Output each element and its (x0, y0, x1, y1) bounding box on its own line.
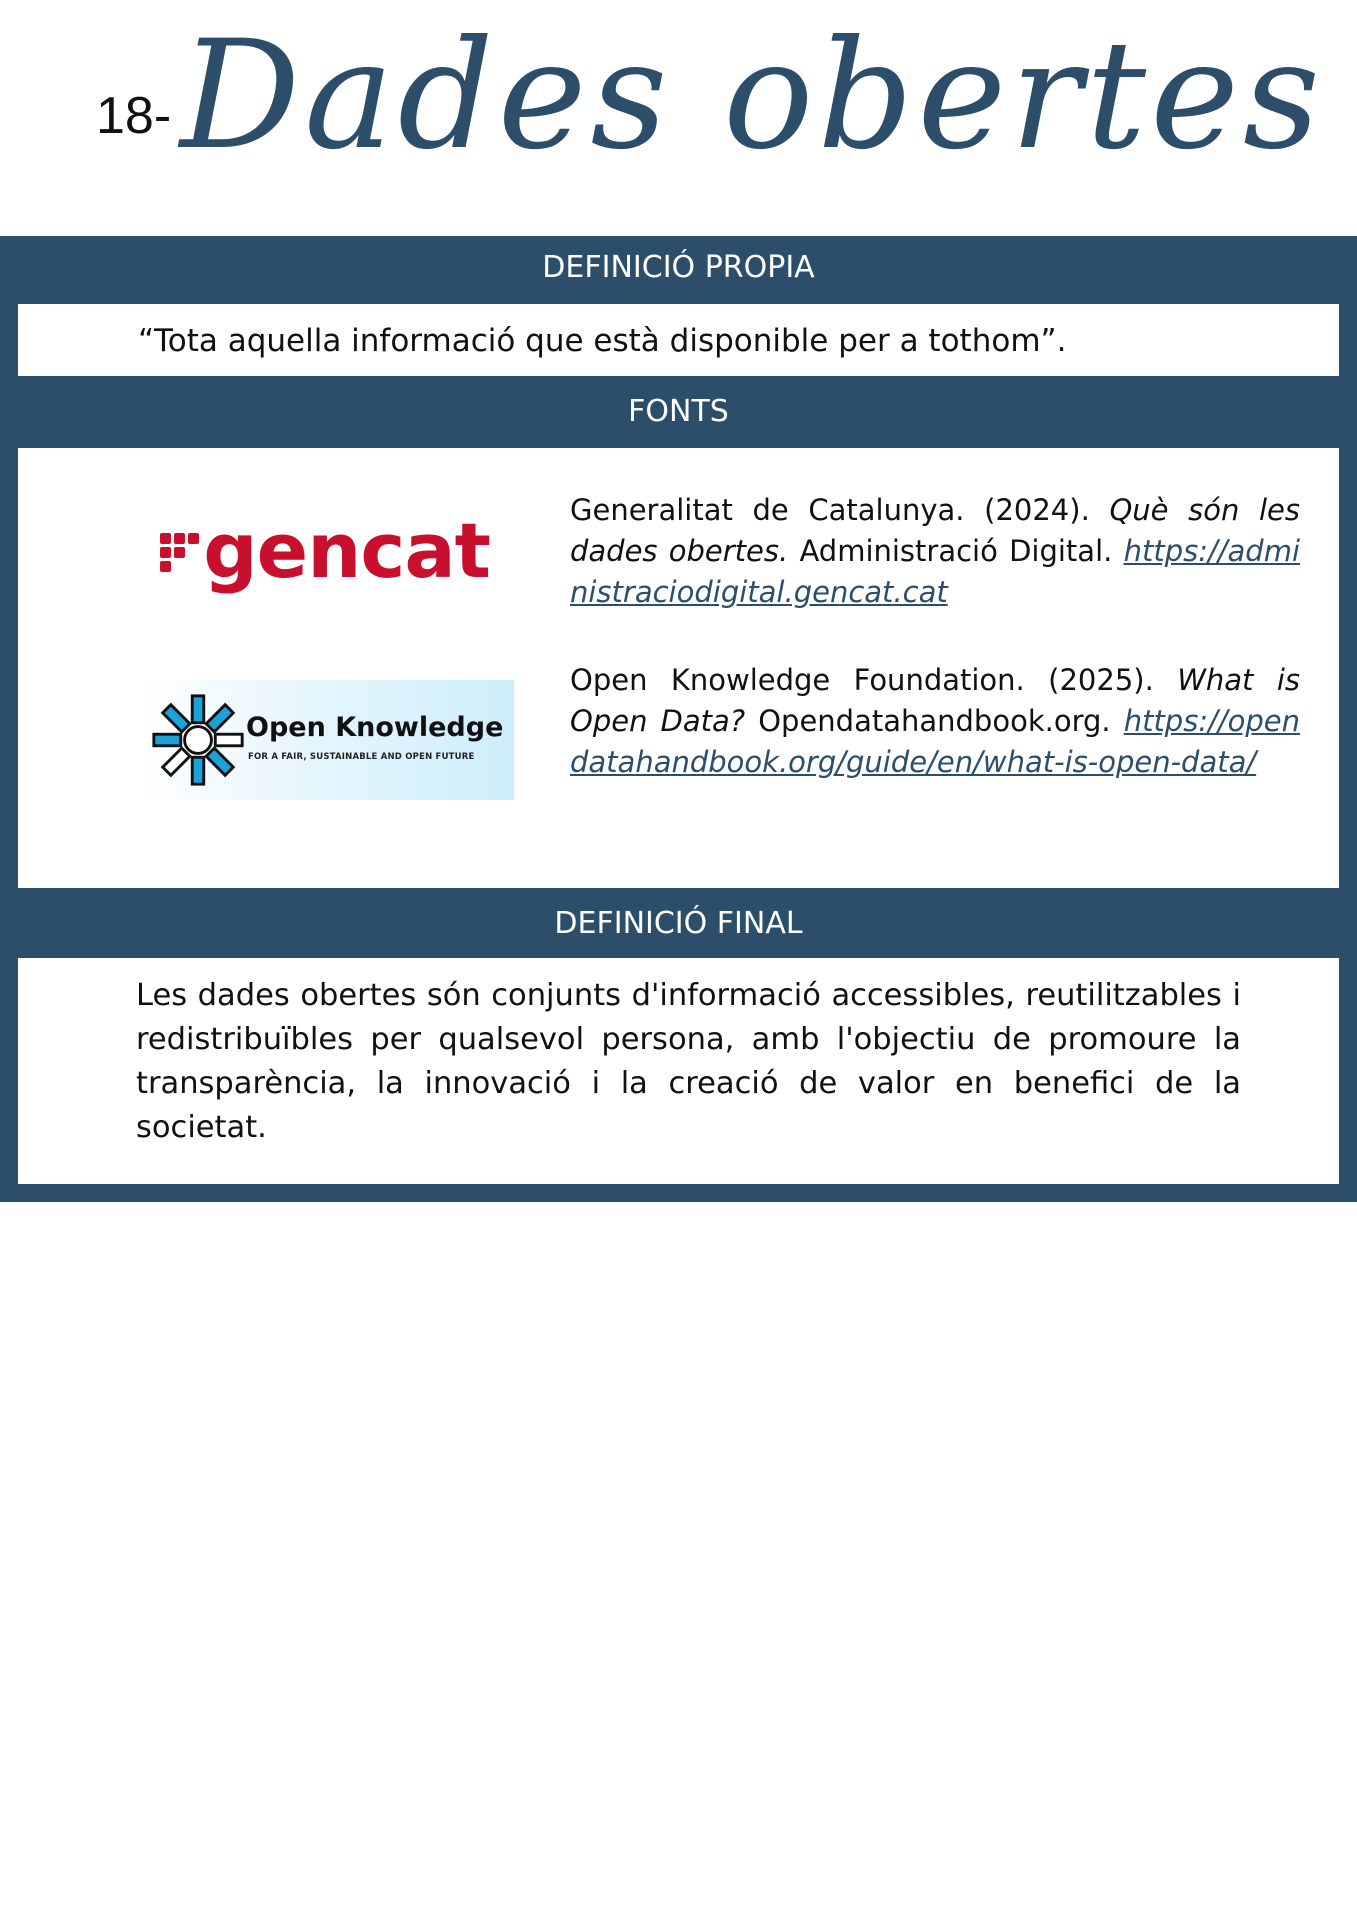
reference-link[interactable]: https://administraciodigital.gencat.cat (570, 534, 1301, 609)
own-definition-panel (18, 304, 1339, 376)
reference-open-knowledge (570, 660, 1300, 783)
reference-publisher: Administració Digital. (799, 534, 1113, 568)
reference-author: Generalitat de Catalunya. (2024). (570, 493, 1090, 527)
reference-title: Què són les dades obertes. (570, 493, 1300, 568)
gencat-logo (160, 506, 490, 596)
page-title: Dades obertes (180, 9, 1324, 183)
page-number: 18- (96, 87, 172, 145)
own-definition-heading: DEFINICIÓ PROPIA (542, 249, 815, 285)
reference-author: Open Knowledge Foundation. (2025). (570, 663, 1154, 697)
reference-publisher: Opendatahandbook.org. (758, 704, 1111, 738)
content-frame (0, 236, 1357, 1202)
final-definition-heading: DEFINICIÓ FINAL (554, 905, 803, 941)
open-knowledge-mark-icon (150, 692, 246, 788)
open-knowledge-logo-tagline: FOR A FAIR, SUSTAINABLE AND OPEN FUTURE (248, 752, 475, 762)
final-definition-panel (18, 958, 1339, 1184)
gencat-dots-icon (160, 525, 193, 577)
sources-heading: FONTS (628, 393, 729, 429)
open-knowledge-logo-text: Open Knowledge (246, 712, 504, 743)
reference-link[interactable]: https://opendatahandbook.org/guide/en/what-is-open-data/ (570, 704, 1301, 779)
open-knowledge-logo (138, 680, 514, 800)
own-definition-text: “Tota aquella informació que està disponible per a tothom”. (138, 323, 1067, 359)
gencat-logo-text: gencat (203, 506, 490, 595)
reference-gencat (570, 490, 1300, 613)
sources-panel (18, 448, 1339, 888)
reference-title: What is Open Data? (570, 663, 1300, 738)
final-definition-text: Les dades obertes són conjunts d'informació accessibles, reutilitzables i redistribuïbles per qualsevol persona, amb l'objectiu de promoure la transparència, la innovació i la creació de valor en benefici de la societat. (136, 978, 1241, 1145)
